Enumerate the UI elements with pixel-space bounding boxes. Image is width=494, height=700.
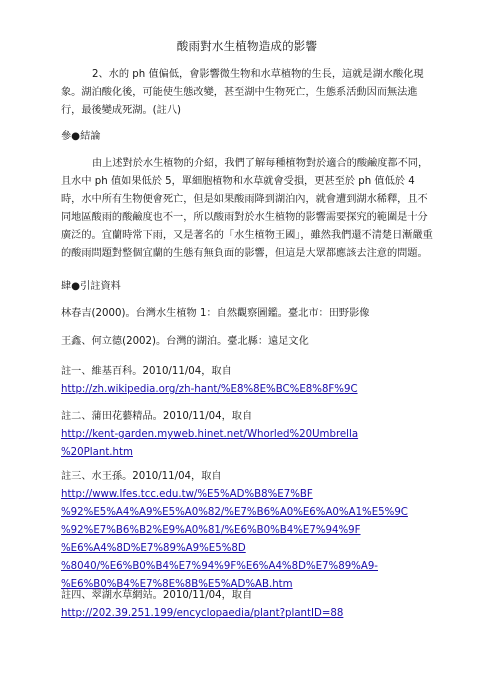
citation-3-label: 註三、水王孫。2010/11/04，取自 xyxy=(61,471,222,482)
citation-3-link-line-5[interactable]: %8040/%E6%B0%B4%E7%94%9F%E6%A4%8D%E7%89%A9- xyxy=(61,561,378,572)
citation-2-link-line-1[interactable]: http://kent-garden.myweb.hinet.net/Whorled%20Umbrella xyxy=(61,429,359,440)
reference-book-2: 王鑫、何立德(2002)。台灣的湖泊。臺北縣：遠足文化 xyxy=(61,336,309,347)
citation-2 xyxy=(61,408,441,462)
citation-4-link[interactable]: http://202.39.251.199/encyclopaedia/plant?plantID=88 xyxy=(61,608,344,619)
citation-1-label: 註一、維基百科。2010/11/04，取自 xyxy=(61,366,232,377)
conclusion-heading: 參●結論 xyxy=(61,131,101,142)
citation-3-link-line-4[interactable]: %E6%A4%8D%E7%89%A9%E5%8D xyxy=(61,543,246,554)
references-heading: 肆●引註資料 xyxy=(61,281,121,292)
citation-4-label: 註四、翠湖水草網站。2010/11/04，取自 xyxy=(61,590,253,601)
citation-3 xyxy=(61,468,441,594)
document-title: 酸雨對水生植物造成的影響 xyxy=(176,39,318,53)
citation-2-label: 註二、蒲田花藝精品。2010/11/04，取自 xyxy=(61,411,253,422)
reference-book-1: 林春吉(2000)。台灣水生植物 1：自然觀察圖鑑。臺北市：田野影像 xyxy=(61,308,370,319)
citation-3-link-line-1[interactable]: http://www.lfes.tcc.edu.tw/%E5%AD%B8%E7%BF xyxy=(61,489,313,500)
citation-4 xyxy=(61,587,441,623)
conclusion-paragraph: 由上述對於水生植物的介紹，我們了解每種植物對於適合的酸鹼度都不同，且水中 ph 值如果低於 5，單細胞植物和水草就會受損，更甚至於 ph 值低於 4 時，水中所有生物便會死亡，但是如果酸雨降到湖泊內，就會遭到湖水稀釋，且不同地區酸雨的酸鹼度也不一，所以酸雨對於水生植物的影響需要探究的範圍是十分廣泛的。宜蘭時常下雨，又是著名的「水生植物王國」，雖然我們還不清楚日漸嚴重的酸雨問題對整個宜蘭的生態有無負面的影響，但這是大眾都應該去注意的問題。 xyxy=(61,158,433,259)
section-2-paragraph: 2、水的 ph 值偏低，會影響微生物和水草植物的生長，這就是湖水酸化現象。湖泊酸化後，可能使生態改變，甚至湖中生物死亡，生態系活動因而無法進行，最後變成死湖。(註八) xyxy=(61,69,424,116)
citation-1-link[interactable]: http://zh.wikipedia.org/zh-hant/%E8%8E%BC%E8%8F%9C xyxy=(61,384,358,395)
citation-1 xyxy=(61,363,441,399)
citation-2-link-line-2[interactable]: %20Plant.htm xyxy=(61,447,133,458)
citation-3-link-line-2[interactable]: %92%E5%A4%A9%E5%A0%82/%E7%B6%A0%E6%A0%A1%E5%9C xyxy=(61,507,408,518)
citation-3-link-line-3[interactable]: %92%E7%B6%B2%E9%A0%81/%E6%B0%B4%E7%94%9F xyxy=(61,525,361,536)
citation-3-link-line-6[interactable]: %E6%B0%B4%E7%8E%8B%E5%AD%AB.htm xyxy=(61,579,293,590)
